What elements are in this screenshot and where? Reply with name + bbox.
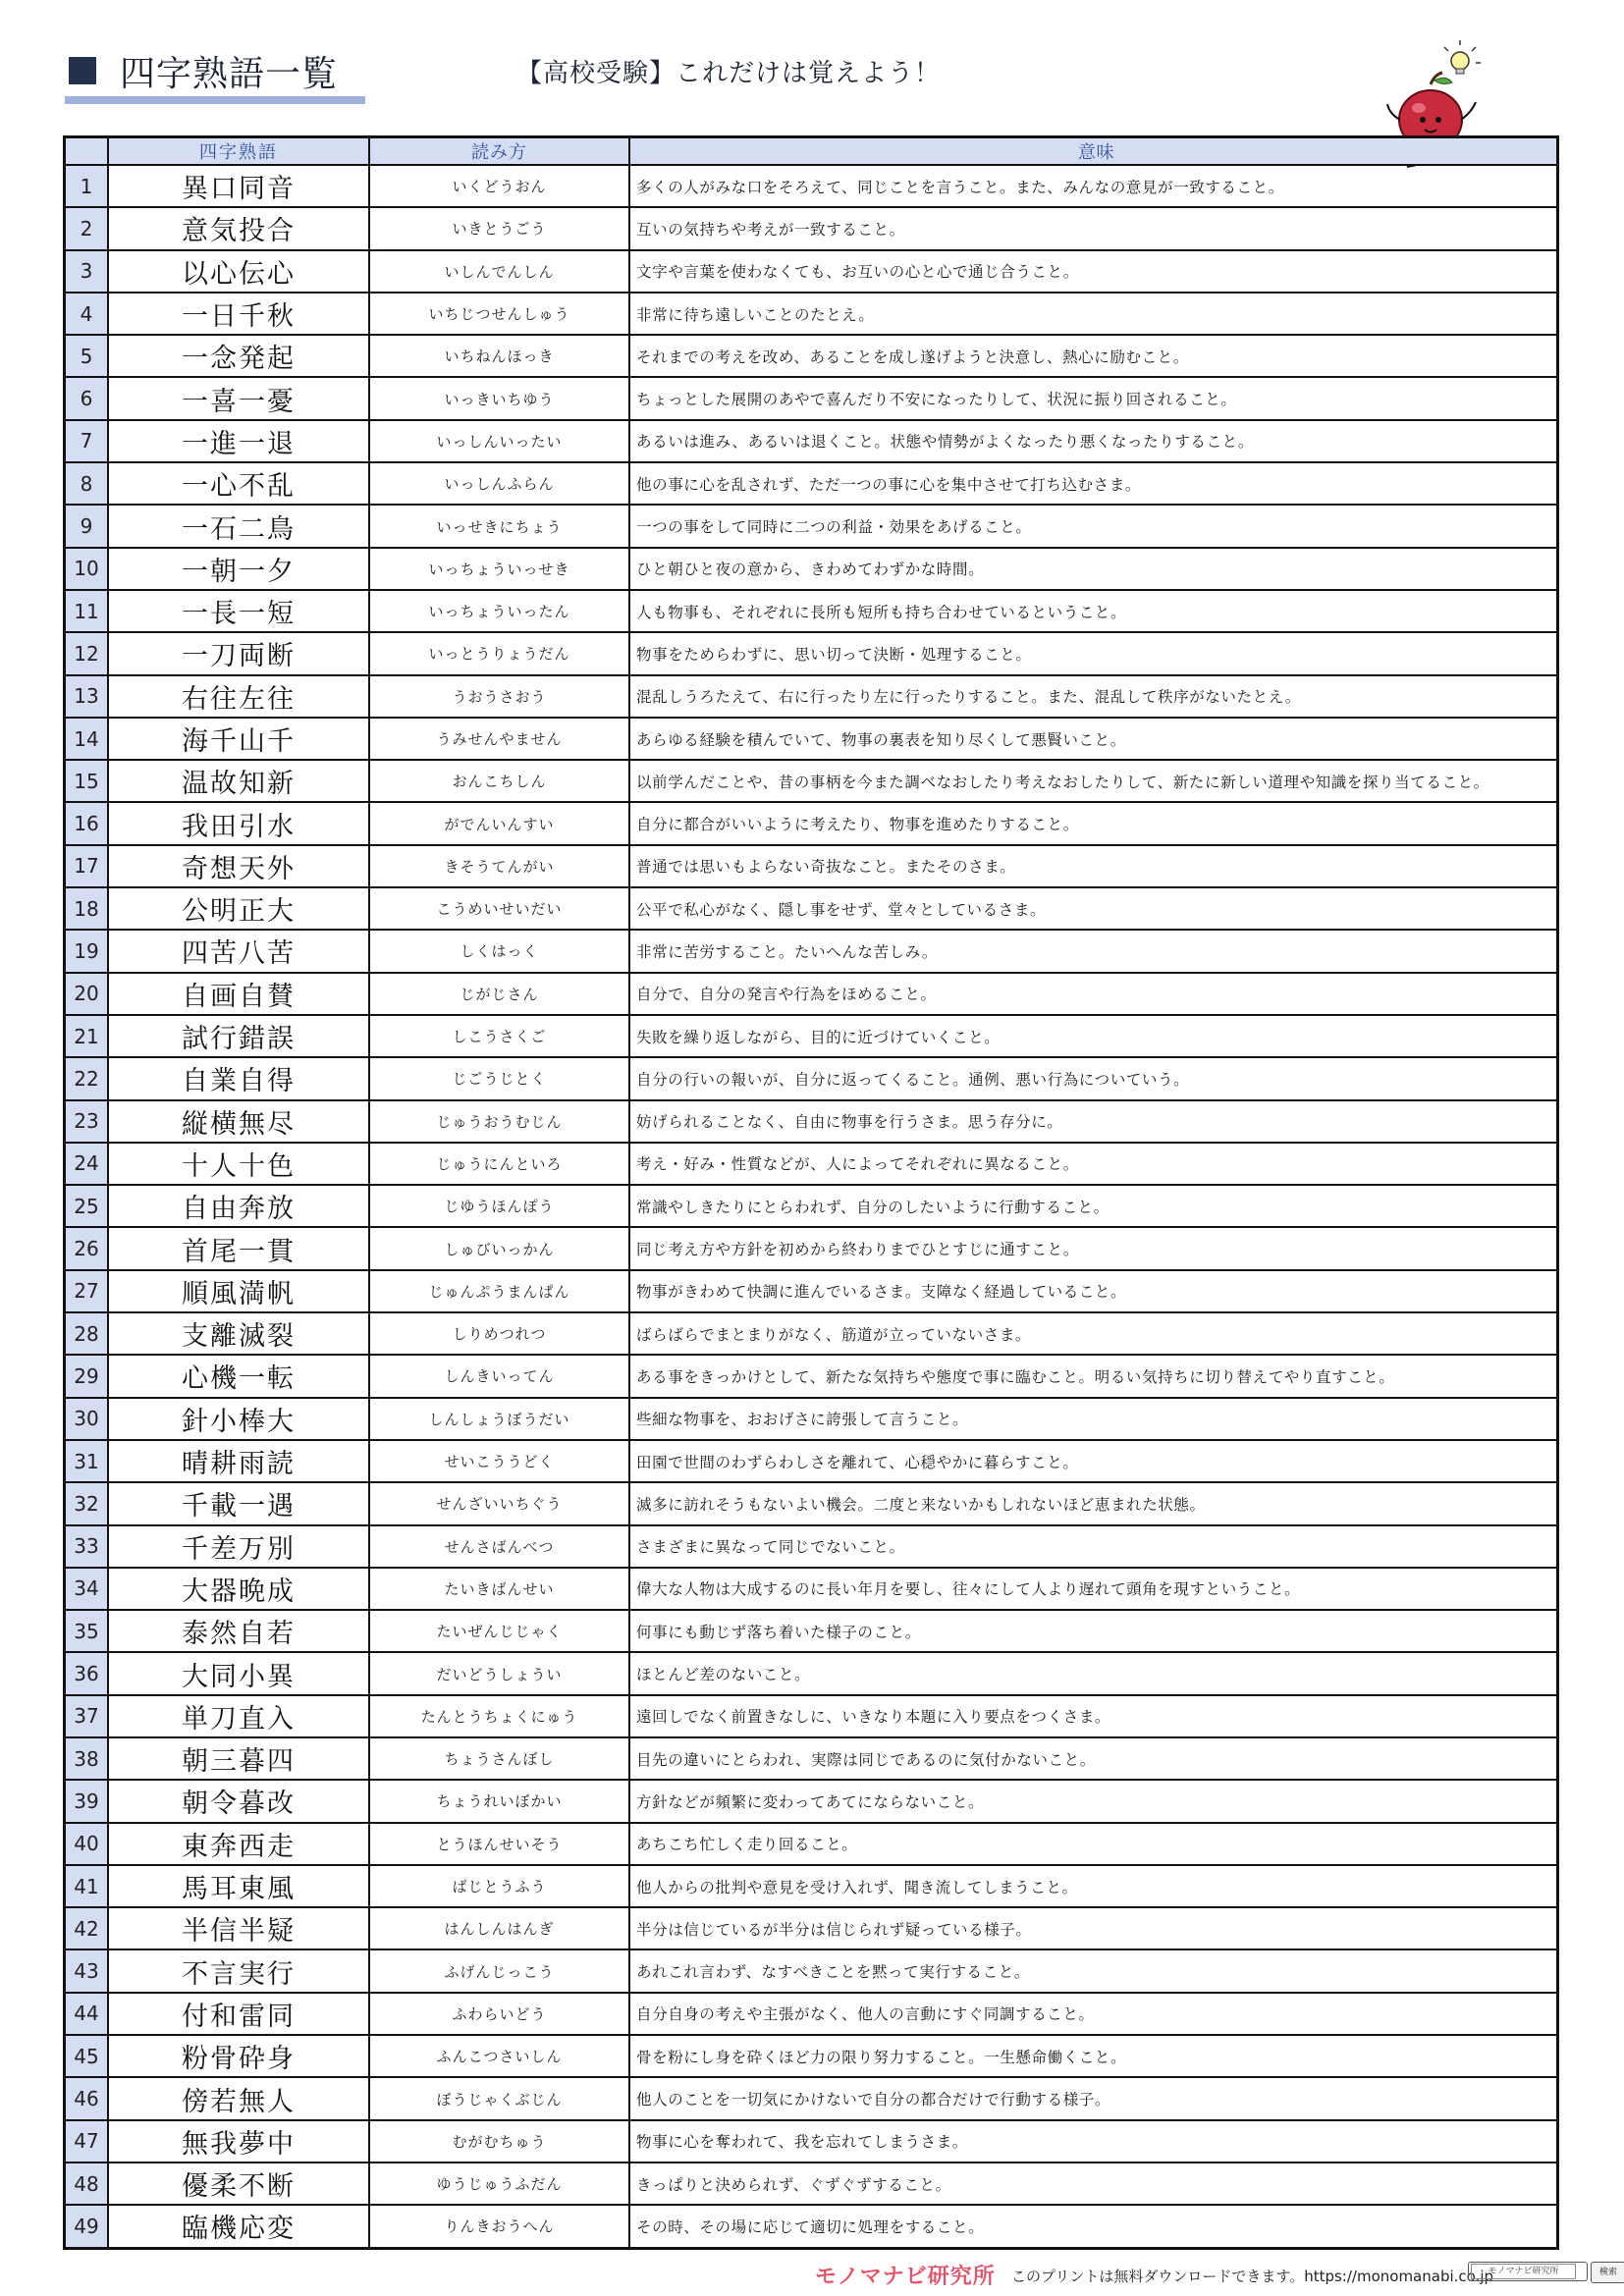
row-number: 27	[66, 1271, 107, 1311]
row-word: 首尾一貫	[107, 1228, 368, 1268]
row-number: 10	[66, 549, 107, 589]
row-meaning: ちょっとした展開のあやで喜んだり不安になったりして、状況に振り回されること。	[628, 378, 1556, 418]
row-meaning: その時、その場に応じて適切に処理をすること。	[628, 2206, 1556, 2246]
row-number: 19	[66, 931, 107, 971]
row-meaning: ある事をきっかけとして、新たな気持ちや態度で事に臨むこと。明るい気持ちに切り替えてやり直すこと。	[628, 1356, 1556, 1396]
row-meaning: 田園で世間のわずらわしさを離れて、心穏やかに暮らすこと。	[628, 1441, 1556, 1481]
row-word: 粉骨砕身	[107, 2036, 368, 2076]
row-number: 1	[66, 166, 107, 206]
row-meaning: ひと朝ひと夜の意から、きわめてわずかな時間。	[628, 549, 1556, 589]
row-number: 47	[66, 2121, 107, 2162]
row-meaning: 遠回しでなく前置きなしに、いきなり本題に入り要点をつくさま。	[628, 1696, 1556, 1736]
row-number: 6	[66, 378, 107, 418]
row-reading: じゆうほんぽう	[368, 1186, 628, 1226]
row-number: 16	[66, 803, 107, 843]
table-row	[66, 1311, 1556, 1354]
row-word: 一石二鳥	[107, 506, 368, 546]
row-reading: いっしんいったい	[368, 421, 628, 461]
search-button[interactable]: 検索	[1591, 2262, 1624, 2283]
row-meaning: ほとんど差のないこと。	[628, 1653, 1556, 1693]
row-meaning: あるいは進み、あるいは退くこと。状態や情勢がよくなったり悪くなったりすること。	[628, 421, 1556, 461]
table-row	[66, 1736, 1556, 1779]
row-meaning: 妨げられることなく、自由に物事を行うさま。思う存分に。	[628, 1101, 1556, 1142]
row-reading: ゆうじゅうふだん	[368, 2163, 628, 2204]
row-word: 一進一退	[107, 421, 368, 461]
row-word: 単刀直入	[107, 1696, 368, 1736]
table-row	[66, 1864, 1556, 1906]
row-number: 29	[66, 1356, 107, 1396]
row-word: 以心伝心	[107, 251, 368, 292]
row-number: 21	[66, 1016, 107, 1056]
row-reading: じがじさん	[368, 974, 628, 1014]
table-row	[66, 759, 1556, 801]
row-word: 朝三暮四	[107, 1738, 368, 1779]
row-meaning: 他の事に心を乱されず、ただ一つの事に心を集中させて打ち込むさま。	[628, 463, 1556, 504]
row-reading: せいこううどく	[368, 1441, 628, 1481]
row-reading: じゅうにんといろ	[368, 1144, 628, 1184]
row-reading: いっとうりょうだん	[368, 633, 628, 673]
row-reading: りんきおうへん	[368, 2206, 628, 2246]
row-meaning: 滅多に訪れそうもないよい機会。二度と来ないかもしれないほど恵まれた状態。	[628, 1483, 1556, 1523]
row-word: 一刀両断	[107, 633, 368, 673]
row-word: 順風満帆	[107, 1271, 368, 1311]
table-row	[66, 589, 1556, 631]
row-word: 我田引水	[107, 803, 368, 843]
row-meaning: 物事に心を奪われて、我を忘れてしまうさま。	[628, 2121, 1556, 2162]
row-number: 24	[66, 1144, 107, 1184]
table-row	[66, 1651, 1556, 1693]
row-reading: しんしょうぼうだい	[368, 1399, 628, 1439]
row-reading: ちょうさんぼし	[368, 1738, 628, 1779]
row-word: 自画自賛	[107, 974, 368, 1014]
row-number: 11	[66, 591, 107, 631]
row-reading: しくはっく	[368, 931, 628, 971]
row-reading: たいぜんじじゃく	[368, 1611, 628, 1651]
table-row	[66, 1822, 1556, 1864]
row-word: 意気投合	[107, 208, 368, 248]
row-word: 針小棒大	[107, 1399, 368, 1439]
row-number: 5	[66, 336, 107, 376]
row-word: 支離滅裂	[107, 1313, 368, 1354]
table-row	[66, 1949, 1556, 1991]
row-meaning: 他人のことを一切気にかけないで自分の都合だけで行動する様子。	[628, 2078, 1556, 2118]
table-row	[66, 2204, 1556, 2246]
row-meaning: 自分の行いの報いが、自分に返ってくること。通例、悪い行為についていう。	[628, 1058, 1556, 1098]
table-row	[66, 1567, 1556, 1609]
row-meaning: 一つの事をして同時に二つの利益・効果をあげること。	[628, 506, 1556, 546]
row-meaning: 多くの人がみな口をそろえて、同じことを言うこと。また、みんなの意見が一致すること。	[628, 166, 1556, 206]
row-meaning: 以前学んだことや、昔の事柄を今また調べなおしたり考えなおしたりして、新たに新しい道理や知識を探り当てること。	[628, 761, 1556, 801]
row-meaning: 自分で、自分の発言や行為をほめること。	[628, 974, 1556, 1014]
table-row	[66, 504, 1556, 546]
row-number: 49	[66, 2206, 107, 2246]
row-word: 不言実行	[107, 1950, 368, 1991]
header-reading: 読み方	[368, 138, 628, 164]
row-number: 43	[66, 1950, 107, 1991]
row-word: 馬耳東風	[107, 1866, 368, 1906]
table-row	[66, 2162, 1556, 2204]
row-number: 30	[66, 1399, 107, 1439]
row-reading: ぼうじゃくぶじん	[368, 2078, 628, 2118]
row-number: 42	[66, 1908, 107, 1949]
row-word: 自業自得	[107, 1058, 368, 1098]
table-row	[66, 674, 1556, 717]
table-row	[66, 1142, 1556, 1184]
row-reading: うみせんやません	[368, 719, 628, 759]
row-meaning: 同じ考え方や方針を初めから終わりまでひとすじに通すこと。	[628, 1228, 1556, 1268]
row-word: 朝令暮改	[107, 1781, 368, 1821]
title-underline	[65, 96, 365, 104]
row-reading: ふんこつさいしん	[368, 2036, 628, 2076]
table-row	[66, 1694, 1556, 1736]
row-number: 23	[66, 1101, 107, 1142]
row-number: 18	[66, 888, 107, 929]
row-meaning: 文字や言葉を使わなくても、お互いの心と心で通じ合うこと。	[628, 251, 1556, 292]
row-reading: がでんいんすい	[368, 803, 628, 843]
row-number: 12	[66, 633, 107, 673]
table-row	[66, 334, 1556, 376]
row-reading: しゅびいっかん	[368, 1228, 628, 1268]
row-reading: ちょうれいぼかい	[368, 1781, 628, 1821]
table-row	[66, 1099, 1556, 1142]
row-reading: じゅうおうむじん	[368, 1101, 628, 1142]
title-square-icon	[69, 57, 96, 84]
row-number: 4	[66, 294, 107, 334]
row-meaning: 半分は信じているが半分は信じられず疑っている様子。	[628, 1908, 1556, 1949]
table-row	[66, 1609, 1556, 1651]
table-row	[66, 292, 1556, 334]
row-reading: いっきいちゆう	[368, 378, 628, 418]
row-reading: いっちょういったん	[368, 591, 628, 631]
row-meaning: あれこれ言わず、なすべきことを黙って実行すること。	[628, 1950, 1556, 1991]
row-meaning: あらゆる経験を積んでいて、物事の裏表を知り尽くして悪賢いこと。	[628, 719, 1556, 759]
row-number: 35	[66, 1611, 107, 1651]
row-reading: むがむちゅう	[368, 2121, 628, 2162]
table-row	[66, 206, 1556, 248]
row-number: 22	[66, 1058, 107, 1098]
row-word: 臨機応変	[107, 2206, 368, 2246]
row-word: 付和雷同	[107, 1994, 368, 2034]
row-word: 一喜一憂	[107, 378, 368, 418]
row-reading: いきとうごう	[368, 208, 628, 248]
row-word: 千差万別	[107, 1526, 368, 1567]
row-number: 40	[66, 1824, 107, 1864]
table-row	[66, 249, 1556, 292]
row-number: 26	[66, 1228, 107, 1268]
row-number: 39	[66, 1781, 107, 1821]
row-meaning: ばらばらでまとまりがなく、筋道が立っていないさま。	[628, 1313, 1556, 1354]
row-meaning: 他人からの批判や意見を受け入れず、聞き流してしまうこと。	[628, 1866, 1556, 1906]
row-meaning: 互いの気持ちや考えが一致すること。	[628, 208, 1556, 248]
row-number: 28	[66, 1313, 107, 1354]
row-number: 7	[66, 421, 107, 461]
row-meaning: 考え・好み・性質などが、人によってそれぞれに異なること。	[628, 1144, 1556, 1184]
row-word: 泰然自若	[107, 1611, 368, 1651]
row-word: 一日千秋	[107, 294, 368, 334]
row-word: 優柔不断	[107, 2163, 368, 2204]
row-number: 31	[66, 1441, 107, 1481]
row-meaning: あちこち忙しく走り回ること。	[628, 1824, 1556, 1864]
row-reading: はんしんはんぎ	[368, 1908, 628, 1949]
row-meaning: 非常に待ち遠しいことのたとえ。	[628, 294, 1556, 334]
table-row	[66, 1269, 1556, 1311]
row-reading: しこうさくご	[368, 1016, 628, 1056]
row-number: 20	[66, 974, 107, 1014]
row-number: 41	[66, 1866, 107, 1906]
row-number: 38	[66, 1738, 107, 1779]
row-meaning: 人も物事も、それぞれに長所も短所も持ち合わせているということ。	[628, 591, 1556, 631]
table-row	[66, 547, 1556, 589]
row-reading: ふげんじっこう	[368, 1950, 628, 1991]
row-word: 奇想天外	[107, 846, 368, 886]
table-row	[66, 164, 1556, 206]
row-meaning: 目先の違いにとらわれ、実際は同じであるのに気付かないこと。	[628, 1738, 1556, 1779]
row-number: 9	[66, 506, 107, 546]
row-reading: いくどうおん	[368, 166, 628, 206]
row-number: 37	[66, 1696, 107, 1736]
row-word: 一朝一夕	[107, 549, 368, 589]
row-word: 試行錯誤	[107, 1016, 368, 1056]
row-number: 3	[66, 251, 107, 292]
row-word: 一念発起	[107, 336, 368, 376]
row-reading: じごうじとく	[368, 1058, 628, 1098]
table-row	[66, 1056, 1556, 1098]
row-reading: せんざいいちぐう	[368, 1483, 628, 1523]
row-word: 大器晩成	[107, 1569, 368, 1609]
row-meaning: 混乱しうろたえて、右に行ったり左に行ったりすること。また、混乱して秩序がないたとえ。	[628, 676, 1556, 717]
table-row	[66, 419, 1556, 461]
table-row	[66, 717, 1556, 759]
row-number: 44	[66, 1994, 107, 2034]
row-meaning: 何事にも動じず落ち着いた様子のこと。	[628, 1611, 1556, 1651]
row-meaning: 偉大な人物は大成するのに長い年月を要し、往々にして人より遅れて頭角を現すということ。	[628, 1569, 1556, 1609]
row-word: 東奔西走	[107, 1824, 368, 1864]
row-reading: いっせきにちょう	[368, 506, 628, 546]
title-block	[65, 41, 365, 102]
row-number: 25	[66, 1186, 107, 1226]
row-reading: しんきいってん	[368, 1356, 628, 1396]
row-word: 晴耕雨読	[107, 1441, 368, 1481]
table-header-row	[66, 138, 1556, 164]
row-meaning: 自分に都合がいいように考えたり、物事を進めたりすること。	[628, 803, 1556, 843]
table-row	[66, 1779, 1556, 1821]
row-reading: とうほんせいそう	[368, 1824, 628, 1864]
row-number: 36	[66, 1653, 107, 1693]
table-row	[66, 844, 1556, 886]
lightbulb-icon	[1444, 40, 1481, 74]
table-row	[66, 461, 1556, 504]
row-meaning: 常識やしきたりにとらわれず、自分のしたいように行動すること。	[628, 1186, 1556, 1226]
table-row	[66, 1014, 1556, 1056]
table-row	[66, 801, 1556, 843]
row-word: 大同小異	[107, 1653, 368, 1693]
row-word: 半信半疑	[107, 1908, 368, 1949]
row-reading: いちねんほっき	[368, 336, 628, 376]
row-reading: たんとうちょくにゅう	[368, 1696, 628, 1736]
row-word: 自由奔放	[107, 1186, 368, 1226]
row-reading: いっしんふらん	[368, 463, 628, 504]
table-row	[66, 1397, 1556, 1439]
row-word: 公明正大	[107, 888, 368, 929]
header-meaning: 意味	[628, 138, 1556, 164]
header-word: 四字熟語	[107, 138, 368, 164]
row-number: 34	[66, 1569, 107, 1609]
row-reading: おんこちしん	[368, 761, 628, 801]
table-row	[66, 2034, 1556, 2076]
row-reading: せんさばんべつ	[368, 1526, 628, 1567]
row-reading: しりめつれつ	[368, 1313, 628, 1354]
page-header	[65, 41, 1557, 110]
page-subtitle: 【高校受験】これだけは覚えよう！	[516, 59, 942, 88]
row-reading: こうめいせいだい	[368, 888, 628, 929]
row-meaning: 非常に苦労すること。たいへんな苦しみ。	[628, 931, 1556, 971]
table-row	[66, 929, 1556, 971]
row-reading: いしんでんしん	[368, 251, 628, 292]
row-word: 千載一遇	[107, 1483, 368, 1523]
row-number: 8	[66, 463, 107, 504]
row-meaning: 普通では思いもよらない奇抜なこと。またそのさま。	[628, 846, 1556, 886]
row-number: 15	[66, 761, 107, 801]
row-meaning: 公平で私心がなく、隠し事をせず、堂々としているさま。	[628, 888, 1556, 929]
row-word: 温故知新	[107, 761, 368, 801]
row-number: 46	[66, 2078, 107, 2118]
table-row	[66, 1992, 1556, 2034]
search-box[interactable]	[1468, 2262, 1588, 2281]
row-meaning: 失敗を繰り返しながら、目的に近づけていくこと。	[628, 1016, 1556, 1056]
row-reading: きそうてんがい	[368, 846, 628, 886]
row-reading: ふわらいどう	[368, 1994, 628, 2034]
footer-logo: モノマナビ研究所	[815, 2265, 996, 2289]
row-meaning: それまでの考えを改め、あることを成し遂げようと決意し、熱心に励むこと。	[628, 336, 1556, 376]
table-row	[66, 2076, 1556, 2118]
footer-note: このプリントは無料ダウンロードできます。https://monomanabi.co.jp	[1011, 2268, 1494, 2285]
row-word: 四苦八苦	[107, 931, 368, 971]
table-row	[66, 886, 1556, 929]
row-number: 33	[66, 1526, 107, 1567]
table-row	[66, 1226, 1556, 1268]
row-word: 右往左往	[107, 676, 368, 717]
table-row	[66, 1524, 1556, 1567]
row-meaning: 物事をためらわずに、思い切って決断・処理すること。	[628, 633, 1556, 673]
table-row	[66, 1481, 1556, 1523]
row-word: 一長一短	[107, 591, 368, 631]
row-meaning: 骨を粉にし身を砕くほど力の限り努力すること。一生懸命働くこと。	[628, 2036, 1556, 2076]
table-row	[66, 1906, 1556, 1949]
row-meaning: 方針などが頻繁に変わってあてにならないこと。	[628, 1781, 1556, 1821]
table-row	[66, 1439, 1556, 1481]
row-word: 海千山千	[107, 719, 368, 759]
row-meaning: 自分自身の考えや主張がなく、他人の言動にすぐ同調すること。	[628, 1994, 1556, 2034]
row-number: 45	[66, 2036, 107, 2076]
search-input[interactable]: モノマナビ研究所	[1471, 2264, 1576, 2279]
table-row	[66, 972, 1556, 1014]
row-number: 13	[66, 676, 107, 717]
row-word: 縦横無尽	[107, 1101, 368, 1142]
row-reading: ばじとうふう	[368, 1866, 628, 1906]
row-word: 傍若無人	[107, 2078, 368, 2118]
row-reading: いっちょういっせき	[368, 549, 628, 589]
row-word: 異口同音	[107, 166, 368, 206]
row-reading: たいきばんせい	[368, 1569, 628, 1609]
row-word: 十人十色	[107, 1144, 368, 1184]
row-word: 心機一転	[107, 1356, 368, 1396]
row-word: 無我夢中	[107, 2121, 368, 2162]
table-row	[66, 631, 1556, 673]
header-number	[66, 138, 107, 164]
row-reading: だいどうしょうい	[368, 1653, 628, 1693]
table-body	[66, 164, 1556, 2247]
row-number: 48	[66, 2163, 107, 2204]
row-meaning: 些細な物事を、おおげさに誇張して言うこと。	[628, 1399, 1556, 1439]
yojijukugo-table	[63, 135, 1559, 2250]
page-title: 四字熟語一覧	[120, 54, 339, 94]
table-row	[66, 1354, 1556, 1396]
row-reading: うおうさおう	[368, 676, 628, 717]
row-number: 32	[66, 1483, 107, 1523]
page-footer	[815, 2260, 1617, 2291]
row-meaning: さまざまに異なって同じでないこと。	[628, 1526, 1556, 1567]
row-reading: いちじつせんしゅう	[368, 294, 628, 334]
table-row	[66, 1184, 1556, 1226]
row-reading: じゅんぷうまんぱん	[368, 1271, 628, 1311]
table-row	[66, 376, 1556, 418]
row-meaning: きっぱりと決められず、ぐずぐずすること。	[628, 2163, 1556, 2204]
row-number: 2	[66, 208, 107, 248]
table-row	[66, 2119, 1556, 2162]
row-meaning: 物事がきわめて快調に進んでいるさま。支障なく経過していること。	[628, 1271, 1556, 1311]
row-number: 14	[66, 719, 107, 759]
row-number: 17	[66, 846, 107, 886]
row-word: 一心不乱	[107, 463, 368, 504]
